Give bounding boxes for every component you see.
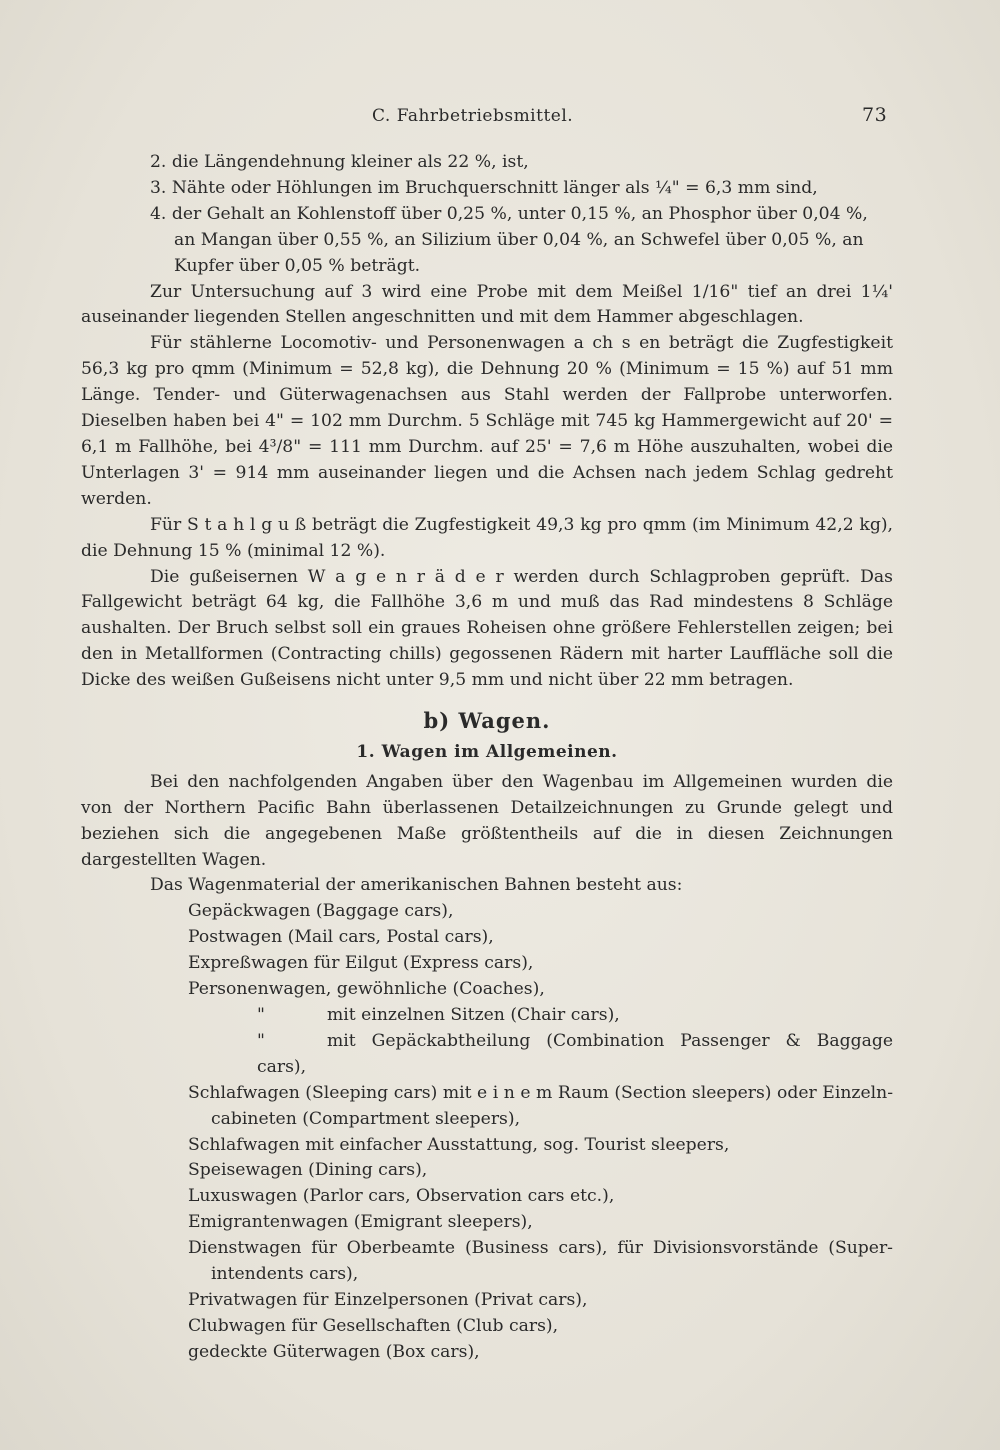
paragraph: Zur Untersuchung auf 3 wird eine Probe mit dem Meißel 1/16" tief an drei 1¼' auseinander liegenden Stellen angeschnitten und mit dem Hammer abgeschlagen. xyxy=(81,281,893,328)
wagen-list-item: Gepäckwagen (Baggage cars), xyxy=(188,901,454,922)
ditto-mark: " xyxy=(257,1005,265,1025)
paragraph: Die gußeisernen W a g e n r ä d e r werden durch Schlagproben geprüft. Das Fallgewicht beträgt 64 kg, die Fallhöhe 3,6 m und muß das Rad mindestens 8 Schläge aushalten. Der Bruch selbst soll ein graues Roheisen ohne größere Fehlerstellen zeigen; bei den in Metallformen (Contracting chills) gegossenen Rädern mit harter Lauffläche soll die Dicke des weißen Gußeisens nicht unter 9,5 mm und nicht über 22 mm betragen. xyxy=(81,566,893,691)
wagen-list-item: Dienstwagen für Oberbeamte (Business cars), für Divisionsvorstände (Super-intendents cars), xyxy=(188,1238,893,1285)
wagen-list-item: Luxuswagen (Parlor cars, Observation cars etc.), xyxy=(188,1186,615,1207)
paragraph: Bei den nachfolgenden Angaben über den Wagenbau im Allgemeinen wurden die von der Northern Pacific Bahn überlassenen Detailzeichnungen zu Grunde gelegt und beziehen sich die angegebenen Maße größtentheils auf die in diesen Zeichnungen dargestellten Wagen. xyxy=(81,771,893,870)
list-item: 4. der Gehalt an Kohlenstoff über 0,25 %, unter 0,15 %, an Phosphor über 0,04 %, xyxy=(150,203,868,224)
wagen-list-item: Privatwagen für Einzelpersonen (Privat cars), xyxy=(188,1289,588,1310)
list-item-continuation: an Mangan über 0,55 %, an Silizium über 0,04 %, an Schwefel über 0,05 %, an xyxy=(174,229,864,250)
subsection-title: 1. Wagen im Allgemeinen. xyxy=(356,741,618,762)
paragraph: Für stählerne Locomotiv- und Personenwagen a ch s en beträgt die Zugfestigkeit 56,3 kg pro qmm (Minimum = 52,8 kg), die Dehnung 20 % (Minimum = 15 %) auf 51 mm Länge. Tender- und Güterwagenachsen aus Stahl werden der Fallprobe unterworfen. Dieselben haben bei 4" = 102 mm Durchm. 5 Schläge mit 745 kg Hammergewicht auf 20' = 6,1 m Fallhöhe, bei 4³/8" = 111 mm Durchm. auf 25' = 7,6 m Höhe auszuhalten, wobei die Unterlagen 3' = 914 mm auseinander liegen und die Achsen nach jedem Schlag gedreht werden. xyxy=(81,333,893,509)
paragraph: Für S t a h l g u ß beträgt die Zugfestigkeit 49,3 kg pro qmm (im Minimum 42,2 kg), die Dehnung 15 % (minimal 12 %). xyxy=(81,514,893,561)
list-item: 3. Nähte oder Höhlungen im Bruchquerschnitt länger als ¼" = 6,3 mm sind, xyxy=(150,177,818,198)
wagen-list-item: Personenwagen, gewöhnliche (Coaches), xyxy=(188,979,545,1000)
wagen-list-item: Schlafwagen mit einfacher Ausstattung, sog. Tourist sleepers, xyxy=(188,1134,730,1155)
wagen-list-item: Speisewagen (Dining cars), xyxy=(188,1160,428,1181)
wagen-list-item: Expreßwagen für Eilgut (Express cars), xyxy=(188,953,534,974)
list-item-continuation: Kupfer über 0,05 % beträgt. xyxy=(174,255,421,276)
wagen-list-item: gedeckte Güterwagen (Box cars), xyxy=(188,1341,480,1362)
page-number: 73 xyxy=(862,104,888,126)
page-header xyxy=(0,106,1000,130)
wagen-list-item: Postwagen (Mail cars, Postal cars), xyxy=(188,927,494,948)
ditto-item-text: mit Gepäckabtheilung (Combination Passenger & Baggage cars), xyxy=(257,1030,893,1077)
page-body xyxy=(81,150,893,1366)
ditto-mark: " xyxy=(257,1030,265,1051)
wagen-list-item: Emigrantenwagen (Emigrant sleepers), xyxy=(188,1212,533,1233)
section-title: b) Wagen. xyxy=(423,708,551,734)
list-item: 2. die Längendehnung kleiner als 22 %, ist, xyxy=(150,152,529,172)
running-title: C. Fahrbetriebsmittel. xyxy=(372,106,574,126)
wagen-list-item: Clubwagen für Gesellschaften (Club cars), xyxy=(188,1315,559,1336)
wagen-list-item-ditto xyxy=(81,1029,893,1081)
wagen-list-item-ditto xyxy=(81,1003,893,1029)
paragraph: Das Wagenmaterial der amerikanischen Bahnen besteht aus: xyxy=(150,875,683,896)
wagen-list-item: Schlafwagen (Sleeping cars) mit e i n e m Raum (Section sleepers) oder Einzeln-cabineten (Compartment sleepers), xyxy=(188,1082,893,1129)
ditto-item-text: mit einzelnen Sitzen (Chair cars), xyxy=(327,1005,620,1025)
